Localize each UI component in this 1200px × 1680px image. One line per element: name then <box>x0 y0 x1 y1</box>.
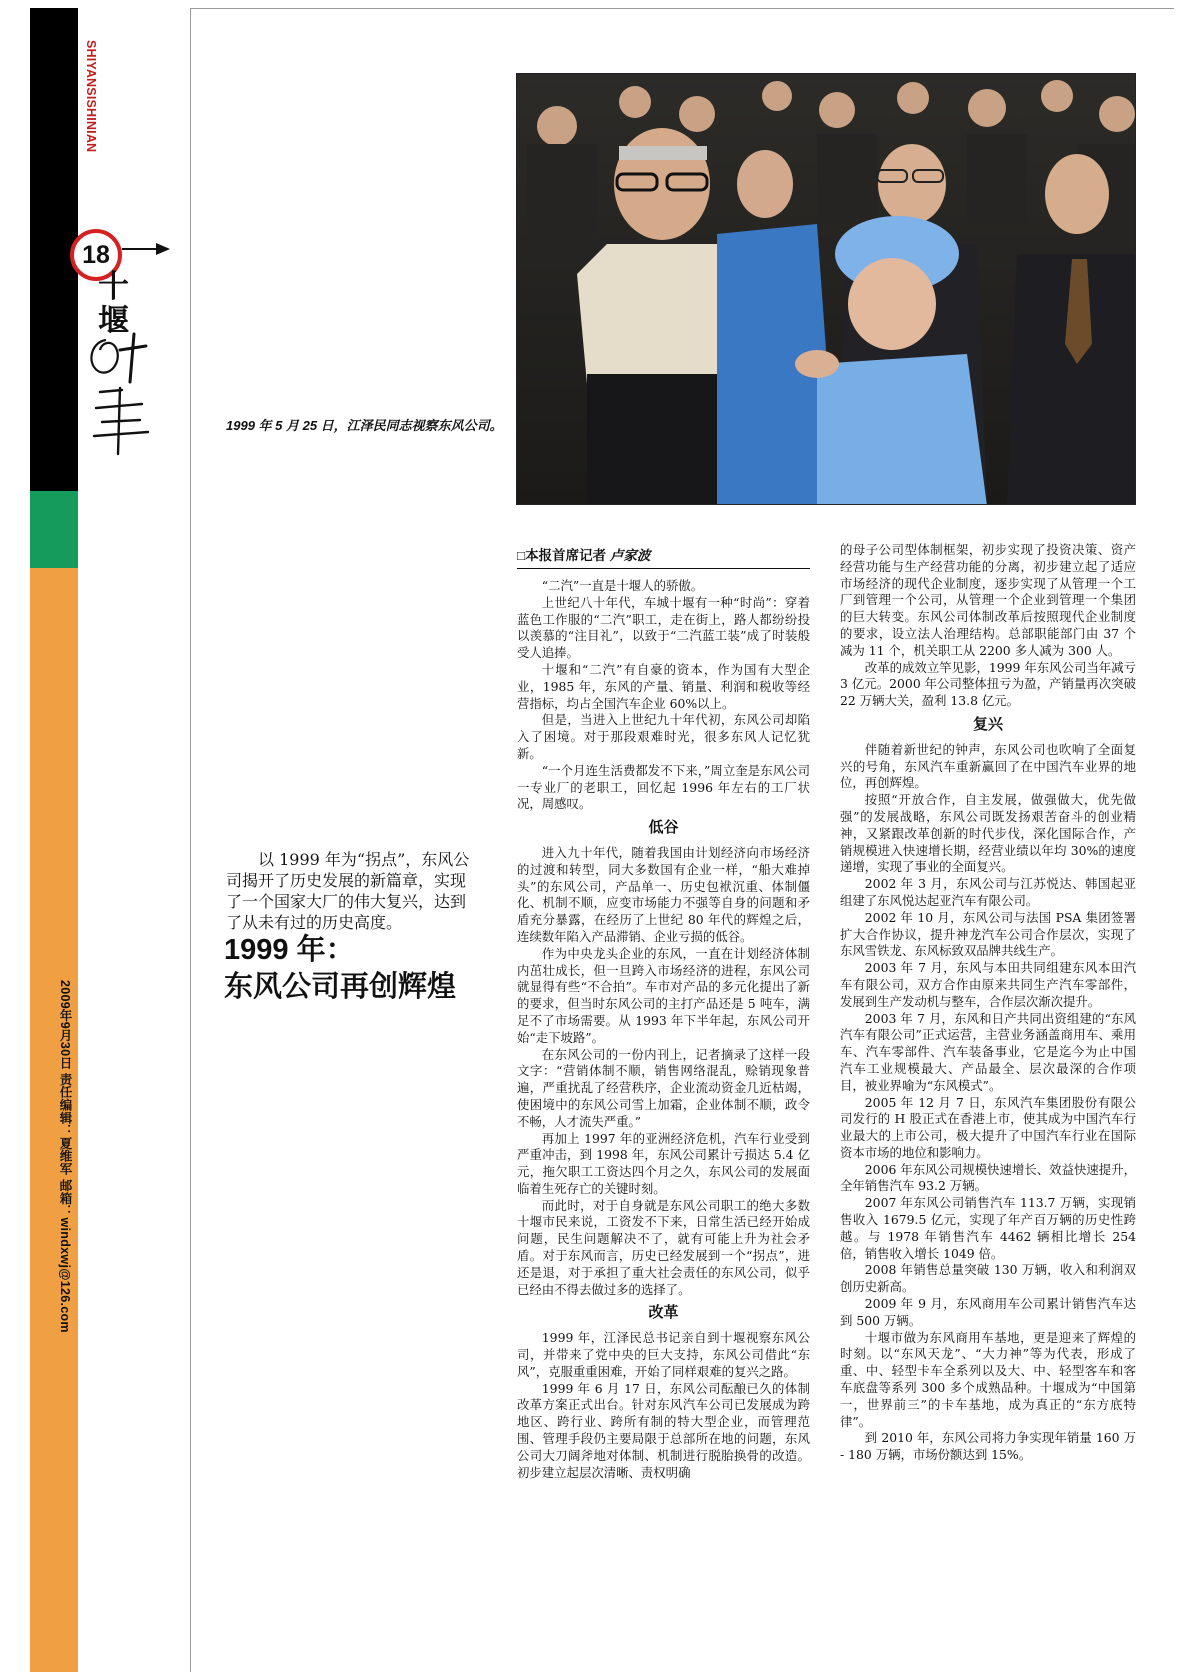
byline-label: □本报首席记者 <box>517 548 607 563</box>
logo-nian <box>94 388 148 454</box>
headline-line-2: 东风公司再创辉煌 <box>224 971 457 1003</box>
paragraph: 作为中央龙头企业的东风，一直在计划经济体制内茁壮成长，但一旦跨入市场经济的进程，东风公司就显得有些“不合拍”。车市对产品的多元化提出了新的要求，但当时东风公司的主打产品还是 5 吨车，满足不了市场需要。从 1993 年下半年起，东风公司开始“走下坡路”。 <box>517 945 810 1045</box>
page-number: 18 <box>70 229 122 281</box>
paragraph: 十堰和“二汽”有自豪的资本，作为国有大型企业，1985 年，东风的产量、销量、利润和税收等经营指标，均占全国汽车企业 60%以上。 <box>517 661 810 711</box>
logo-swirl <box>91 340 117 373</box>
paragraph: 十堰市做为东风商用车基地，更是迎来了辉煌的时刻。以“东风天龙”、“大力神”等为代表，形成了重、中、轻型卡车全系列以及大、中、轻型客车和客车底盘等系列 300 多个成熟品种。十堰成为“中国第一，世界前三”的卡车基地，成为真正的“东方底特律”。 <box>840 1329 1136 1429</box>
paragraph: 2003 年 7 月，东风与本田共同组建东风本田汽车有限公司，双方合作由原来共同生产汽车零部件，发展到生产发动机与整车，合作层次渐次提升。 <box>840 960 1136 1009</box>
subheading-revival: 复兴 <box>972 715 1003 733</box>
frame-line-left <box>190 8 191 1672</box>
article-column-1 <box>517 578 810 1481</box>
arrow-line <box>122 248 158 250</box>
paragraph: 但是，当进入上世纪九十年代初，东风公司却陷入了困境。对于那段艰难时光，很多东风人记忆犹新。 <box>517 712 810 761</box>
section-title-char-1: 十 <box>98 269 129 305</box>
paragraph: 2009 年 9 月，东风商用车公司累计销售汽车达到 500 万辆。 <box>840 1296 1136 1328</box>
paragraph: 2005 年 12 月 7 日，东风汽车集团股份有限公司发行的 H 股正式在香港上市，使其成为中国汽车行业最大的上市公司，极大提升了中国汽车行业在国际资本市场的地位和影响力。 <box>840 1094 1136 1160</box>
article-column-2 <box>840 542 1136 1464</box>
paragraph: 进入九十年代，随着我国由计划经济向市场经济的过渡和转型，同大多数国有企业一样，“船大难掉头”的东风公司，产品单一、历史包袱沉重、体制僵化、机制不顺，应变市场能力不强等自身的问题和矛盾充分暴露，在经历了上世纪 80 年代的辉煌之后，连续数年陷入产品滞销、企业亏损的低谷。 <box>517 844 810 944</box>
news-photo <box>516 73 1136 505</box>
paragraph: 按照“开放合作，自主发展，做强做大，优先做强”的发展战略，东风公司既发扬艰苦奋斗的创业精神，又紧跟改革创新的时代步伐，深化国际合作，产销规模进入快速增长期，经营业绩以年均 30%的速度递增，实现了事业的全面复兴。 <box>840 792 1136 875</box>
paragraph: 改革的成效立竿见影，1999 年东风公司当年减亏 3 亿元。2000 年公司整体扭亏为盈，产销量再次突破 22 万辆大关，盈利 13.8 亿元。 <box>840 659 1136 709</box>
paragraph: 上世纪八十年代，车城十堰有一种“时尚”：穿着蓝色工作服的“二汽”职工，走在街上，路人都纷纷投以羡慕的“注目礼”，以致于“二汽蓝工装”成了时装般受人追捧。 <box>517 594 810 661</box>
frame-line-top <box>190 8 1174 9</box>
paragraph: 2008 年销售总量突破 130 万辆，收入和利润双创历史新高。 <box>840 1262 1136 1295</box>
paragraph: 2002 年 10 月，东风公司与法国 PSA 集团签署扩大合作协议，提升神龙汽车公司合作层次，实现了东风雪铁龙、东风标致双品牌共线生产。 <box>840 909 1136 959</box>
arrow-right-icon <box>156 243 170 255</box>
section-logo <box>82 330 162 460</box>
photo-illustration <box>517 74 1136 505</box>
logo-cross <box>120 334 146 382</box>
paragraph: 1999 年，江泽民总书记亲自到十堰视察东风公司，并带来了党中央的巨大支持，东风公司借此“东风”，克服重重困难，开始了同样艰难的复兴之路。 <box>517 1330 810 1379</box>
sidebar-band-green <box>30 491 78 568</box>
article-headline <box>224 932 484 1006</box>
paragraph: 1999 年 6 月 17 日，东风公司酝酿已久的体制改革方案正式出台。针对东风汽车公司已发展成为跨地区、跨行业、跨所有制的特大型企业，而管理范围、管理手段仍主要局限于总部所在地的问题，东风公司大刀阔斧地对体制、机制进行脱胎换骨的改造。初步建立起层次清晰、责权明确 <box>517 1380 810 1480</box>
section-pinyin: SHIYANSISHINIAN <box>84 40 98 153</box>
section-title <box>98 270 158 338</box>
byline-name: 卢家波 <box>609 548 651 563</box>
paragraph: “一个月连生活费都发不下来，”周立奎是东风公司一专业厂的老职工，回忆起 1996 年左右的工厂状况，周感叹。 <box>517 762 810 812</box>
issue-date-editor: 2009年9月30日 责任编辑：夏维军 邮箱：windxwj@126.com <box>58 980 72 1333</box>
paragraph: 而此时，对于自身就是东风公司职工的绝大多数十堰市民来说，工资发不下来，日常生活已经开始成问题，民生问题解决不了，就有可能上升为社会矛盾。对于东风而言，历史已经发展到一个“拐点”，进还是退，对于承担了重大社会责任的东风公司，似乎已经由不得去做过多的选择了。 <box>517 1197 810 1297</box>
subheading-reform: 改革 <box>648 1304 679 1322</box>
paragraph: 的母子公司型体制框架，初步实现了投资决策、资产经营功能与生产经营功能的分离，初步建立起了适应市场经济的现代企业制度，逐步实现了从管理一个工厂到管理一个公司，从管理一个企业到管理一个集团的巨大转变。东风公司体制改革后按照现代企业制度的要求，设立法人治理结构。总部职能部门由 37 个减为 11 个，机关职工从 2200 多人减为 300 人。 <box>840 542 1136 658</box>
paragraph: 2003 年 7 月，东风和日产共同出资组建的“东风汽车有限公司”正式运营，主营业务涵盖商用车、乘用车、汽车零部件、汽车装备事业，它是迄今为止中国汽车工业规模最大、产品最全、层次最深的合作项目，被业界喻为“东风模式”。 <box>840 1010 1136 1093</box>
paragraph: 2002 年 3 月，东风公司与江苏悦达、韩国起亚组建了东风悦达起亚汽车有限公司。 <box>840 876 1136 908</box>
headline-line-1: 1999 年： <box>224 934 355 966</box>
paragraph: 2007 年东风公司销售汽车 113.7 万辆，实现销售收入 1679.5 亿元，实现了年产百万辆的历史性跨越。与 1978 年销售汽车 4462 辆相比增长 254 倍，销售收入增长 1049 倍。 <box>840 1195 1136 1261</box>
subheading-low-point: 低谷 <box>648 819 679 837</box>
paragraph: “二汽”一直是十堰人的骄傲。 <box>541 578 704 593</box>
paragraph: 伴随着新世纪的钟声，东风公司也吹响了全面复兴的号角，东风汽车重新赢回了在中国汽车业界的地位，再创辉煌。 <box>840 741 1136 791</box>
section-title-char-2: 堰 <box>98 303 129 339</box>
paragraph: 2006 年东风公司规模快速增长、效益快速提升，全年销售汽车 93.2 万辆。 <box>840 1161 1136 1194</box>
paragraph: 到 2010 年，东风公司将力争实现年销量 160 万 - 180 万辆，市场份额达到 15%。 <box>840 1430 1136 1463</box>
byline <box>517 544 810 569</box>
photo-caption: 1999 年 5 月 25 日，江泽民同志视察东风公司。 <box>226 418 503 433</box>
paragraph: 再加上 1997 年的亚洲经济危机，汽车行业受到严重冲击，到 1998 年，东风公司累计亏损达 5.4 亿元，拖欠职工工资达四个月之久，东风公司的发展面临着生死存亡的关键时刻。 <box>517 1130 810 1196</box>
article-lead: 以 1999 年为“拐点”，东风公司揭开了历史发展的新篇章，实现了一个国家大厂的伟大复兴，达到了从未有过的历史高度。 <box>226 850 470 932</box>
paragraph: 在东风公司的一份内刊上，记者摘录了这样一段文字：“营销体制不顺，销售网络混乱，赊销现象普遍，严重扰乱了经营秩序，企业流动资金几近枯竭，使困境中的东风公司雪上加霜，企业体制不顺，政令不畅，人才流失严重。” <box>517 1046 810 1129</box>
